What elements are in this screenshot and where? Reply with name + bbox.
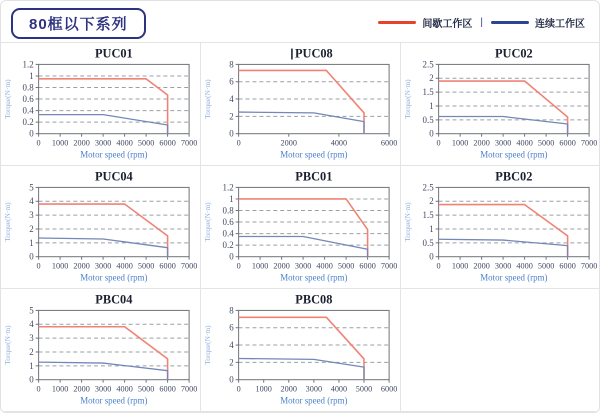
x-tick-label: 1000 <box>255 384 272 394</box>
x-tick-label: 7000 <box>180 384 198 394</box>
x-tick-label: 0 <box>236 138 241 148</box>
chart-title: PUC01 <box>94 46 133 61</box>
chart-plot <box>401 44 599 165</box>
y-tick-label: 2 <box>229 357 234 368</box>
x-tick-label: 7000 <box>180 261 198 271</box>
x-tick-label: 0 <box>436 261 441 271</box>
x-tick-label: 5000 <box>537 138 555 148</box>
y-tick-label: 0 <box>229 374 234 385</box>
y-tick-label: 0.2 <box>222 240 234 251</box>
y-tick-label: 0.4 <box>22 105 34 116</box>
y-tick-label: 1.5 <box>422 210 434 221</box>
continuous-curve <box>39 238 168 257</box>
x-tick-label: 7000 <box>580 138 598 148</box>
y-tick-label: 5 <box>29 182 34 193</box>
y-tick-label: 2.5 <box>422 59 434 70</box>
x-tick-label: 6000 <box>159 384 176 394</box>
x-tick-label: 7000 <box>380 261 398 271</box>
chart-plot <box>201 167 399 288</box>
legend-item <box>378 15 472 30</box>
y-axis-label: Torque(N·m) <box>2 325 12 365</box>
x-tick-label: 2000 <box>273 261 290 271</box>
charts-grid <box>1 42 599 412</box>
y-tick-label: 1.2 <box>22 59 34 70</box>
y-tick-label: 3 <box>29 210 34 221</box>
x-axis-label: Motor speed (rpm) <box>80 395 148 406</box>
y-tick-label: 0.2 <box>22 117 34 128</box>
y-tick-label: 0.4 <box>222 228 234 239</box>
chart-cell-PBC08 <box>201 289 401 412</box>
chart-title: PBC08 <box>295 292 333 307</box>
x-axis-label: Motor speed (rpm) <box>80 272 148 283</box>
y-tick-label: 0 <box>429 251 434 262</box>
x-tick-label: 4000 <box>316 261 333 271</box>
y-tick-label: 8 <box>229 59 234 70</box>
x-tick-label: 0 <box>436 138 441 148</box>
y-tick-label: 2 <box>429 73 434 84</box>
x-tick-label: 6000 <box>159 261 176 271</box>
continuous-curve <box>239 358 364 379</box>
y-tick-label: 2 <box>29 346 34 357</box>
y-tick-label: 2 <box>429 196 434 207</box>
plot-frame <box>39 187 189 256</box>
x-tick-label: 3000 <box>94 384 112 394</box>
x-axis-label: Motor speed (rpm) <box>480 272 548 283</box>
y-tick-label: 0.5 <box>422 114 434 125</box>
x-tick-label: 5000 <box>337 261 355 271</box>
intermittent-curve <box>239 199 368 257</box>
chart-title: PUC02 <box>494 46 533 61</box>
intermittent-curve <box>39 327 168 380</box>
chart-title: PUC08 <box>294 46 333 61</box>
x-tick-label: 2000 <box>473 261 490 271</box>
intermittent-curve <box>239 317 364 379</box>
legend-separator: | <box>480 17 483 28</box>
y-tick-label: 1 <box>29 237 34 248</box>
x-tick-label: 4000 <box>516 261 533 271</box>
legend-line-swatch <box>491 21 529 24</box>
x-tick-label: 3000 <box>94 261 112 271</box>
x-tick-label: 4000 <box>116 261 133 271</box>
chart-title: PBC02 <box>495 169 533 184</box>
y-tick-label: 0.8 <box>222 205 234 216</box>
y-tick-label: 6 <box>229 76 234 87</box>
intermittent-curve <box>39 204 168 257</box>
x-axis-label: Motor speed (rpm) <box>480 149 548 160</box>
y-tick-label: 0.6 <box>222 217 234 228</box>
y-tick-label: 4 <box>29 319 34 330</box>
y-tick-label: 4 <box>229 340 234 351</box>
y-axis-label: Torque(N·m) <box>402 202 412 242</box>
x-tick-label: 3000 <box>494 261 512 271</box>
x-tick-label: 3000 <box>305 384 323 394</box>
y-tick-label: 0 <box>29 128 34 139</box>
chart-title: PBC01 <box>295 169 333 184</box>
y-tick-label: 3 <box>29 333 34 344</box>
continuous-curve <box>239 236 368 256</box>
y-tick-label: 1.2 <box>222 182 234 193</box>
continuous-curve <box>39 115 168 134</box>
chart-title: PUC04 <box>94 169 133 184</box>
y-tick-label: 5 <box>29 305 34 316</box>
y-tick-label: 4 <box>229 94 234 105</box>
x-tick-label: 2000 <box>73 384 90 394</box>
x-tick-label: 6000 <box>559 138 576 148</box>
x-tick-label: 2000 <box>280 138 297 148</box>
y-axis-label: Torque(N·m) <box>202 325 212 365</box>
x-tick-label: 3000 <box>94 138 112 148</box>
y-tick-label: 0 <box>29 251 34 262</box>
y-tick-label: 4 <box>29 196 34 207</box>
x-tick-label: 1000 <box>451 261 469 271</box>
y-tick-label: 6 <box>229 322 234 333</box>
x-tick-label: 3000 <box>494 138 512 148</box>
chart-cell-PBC04 <box>1 289 201 412</box>
chart-cell-PUC04 <box>1 166 201 289</box>
y-tick-label: 1 <box>429 100 434 111</box>
intermittent-curve <box>439 205 568 257</box>
continuous-curve <box>39 362 168 380</box>
y-tick-label: 2 <box>29 223 34 234</box>
text-cursor <box>291 49 293 60</box>
intermittent-curve <box>239 70 364 133</box>
x-tick-label: 5000 <box>137 384 155 394</box>
continuous-curve <box>439 117 568 134</box>
legend-label: 连续工作区 <box>535 19 585 30</box>
y-tick-label: 0 <box>29 374 34 385</box>
x-tick-label: 6000 <box>380 138 398 148</box>
chart-cell-PUC08 <box>201 43 401 166</box>
y-tick-label: 0.6 <box>22 94 34 105</box>
x-tick-label: 4000 <box>330 384 348 394</box>
x-tick-label: 1000 <box>51 138 69 148</box>
plot-frame <box>439 187 589 256</box>
y-tick-label: 1.5 <box>422 87 434 98</box>
y-axis-label: Torque(N·m) <box>402 79 412 119</box>
y-axis-label: Torque(N·m) <box>202 202 212 242</box>
series-title-badge <box>11 8 146 39</box>
x-tick-label: 0 <box>36 261 41 271</box>
legend <box>378 15 585 30</box>
chart-plot <box>201 44 399 165</box>
continuous-curve <box>439 239 568 256</box>
x-tick-label: 0 <box>36 384 41 394</box>
x-tick-label: 2000 <box>473 138 490 148</box>
x-tick-label: 1000 <box>251 261 269 271</box>
x-tick-label: 4000 <box>116 138 133 148</box>
y-tick-label: 8 <box>229 305 234 316</box>
x-tick-label: 4000 <box>516 138 533 148</box>
x-tick-label: 5000 <box>137 138 155 148</box>
x-tick-label: 2000 <box>280 384 297 394</box>
y-tick-label: 1 <box>429 223 434 234</box>
x-tick-label: 5000 <box>537 261 555 271</box>
legend-line-swatch <box>378 21 416 24</box>
y-tick-label: 0 <box>429 128 434 139</box>
y-axis-label: Torque(N·m) <box>202 79 212 119</box>
chart-plot <box>201 290 399 411</box>
y-axis-label: Torque(N·m) <box>2 79 12 119</box>
x-axis-label: Motor speed (rpm) <box>280 149 348 160</box>
y-tick-label: 0.5 <box>422 237 434 248</box>
chart-title: PBC04 <box>95 292 133 307</box>
legend-label: 间歇工作区 <box>422 19 473 30</box>
continuous-curve <box>239 112 364 134</box>
x-axis-label: Motor speed (rpm) <box>80 149 148 160</box>
y-tick-label: 2 <box>229 111 234 122</box>
series-title: 80框以下系列 <box>29 16 128 33</box>
x-tick-label: 0 <box>236 384 241 394</box>
chart-plot <box>1 44 199 165</box>
empty-cell <box>401 289 599 412</box>
chart-cell-PUC01 <box>1 43 201 166</box>
x-axis-label: Motor speed (rpm) <box>280 395 348 406</box>
x-tick-label: 6000 <box>559 261 576 271</box>
x-tick-label: 6000 <box>159 138 176 148</box>
x-tick-label: 6000 <box>380 384 398 394</box>
chart-cell-PBC02 <box>401 166 599 289</box>
x-tick-label: 3000 <box>294 261 312 271</box>
x-tick-label: 2000 <box>73 261 90 271</box>
chart-plot <box>1 167 199 288</box>
y-tick-label: 1 <box>29 360 34 371</box>
y-tick-label: 0.8 <box>22 82 34 93</box>
x-tick-label: 5000 <box>137 261 155 271</box>
x-tick-label: 1000 <box>51 261 69 271</box>
x-tick-label: 7000 <box>180 138 198 148</box>
chart-plot <box>1 290 199 411</box>
chart-plot <box>401 167 599 288</box>
x-tick-label: 6000 <box>359 261 376 271</box>
x-tick-label: 4000 <box>116 384 133 394</box>
intermittent-curve <box>439 81 568 134</box>
x-axis-label: Motor speed (rpm) <box>280 272 348 283</box>
x-tick-label: 7000 <box>580 261 598 271</box>
legend-item <box>491 15 585 30</box>
x-tick-label: 4000 <box>330 138 348 148</box>
x-tick-label: 1000 <box>51 384 69 394</box>
plot-frame <box>39 310 189 379</box>
y-tick-label: 0 <box>229 251 234 262</box>
y-tick-label: 1 <box>229 193 234 204</box>
x-tick-label: 1000 <box>451 138 469 148</box>
y-tick-label: 0 <box>229 128 234 139</box>
y-tick-label: 1 <box>29 70 34 81</box>
x-tick-label: 0 <box>36 138 41 148</box>
header <box>1 1 599 42</box>
x-tick-label: 2000 <box>73 138 90 148</box>
chart-cell-PBC01 <box>201 166 401 289</box>
chart-cell-PUC02 <box>401 43 599 166</box>
y-axis-label: Torque(N·m) <box>2 202 12 242</box>
x-tick-label: 0 <box>236 261 241 271</box>
x-tick-label: 5000 <box>355 384 373 394</box>
y-tick-label: 2.5 <box>422 182 434 193</box>
